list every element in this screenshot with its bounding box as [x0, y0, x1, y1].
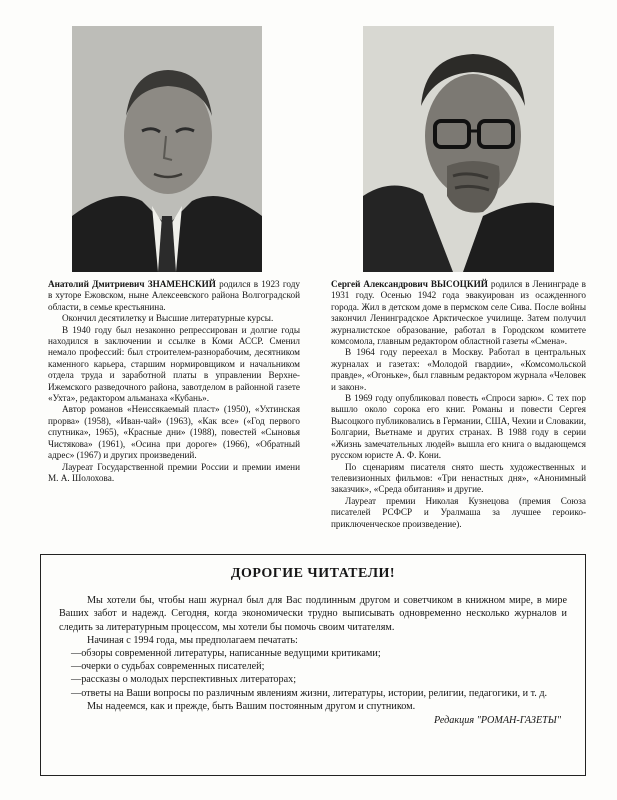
author-given-names: Сергей Александрович: [331, 279, 431, 289]
bio-paragraph: [331, 279, 586, 347]
notice-signature: Редакция "РОМАН-ГАЗЕТЫ": [434, 715, 561, 727]
notice-lead: Начиная с 1994 года, мы предполагаем печатать:: [87, 634, 298, 646]
notice-intro: Мы хотели бы, чтобы наш журнал был для Вас подлинным другом и советчиком в книжном мире, в мире Ваших забот и надежд. Сегодня, когда экономически трудно выписывать одновременно несколько журналов и следить за литературным процессом, мы хотели бы помочь своим читателям.: [59, 595, 567, 633]
author-surname: ВЫСОЦКИЙ: [430, 279, 488, 289]
biography-znamensky: [48, 279, 300, 484]
author-name: [48, 279, 216, 289]
author-name: [331, 279, 488, 289]
bio-paragraph: По сценариям писателя снято шесть художественных и телевизионных фильмов: «Три ненастных дня», «Анонимный заказчик», «Среда обитания» и другие.: [331, 461, 586, 495]
bio-paragraph: Окончил десятилетку и Высшие литературные курсы.: [62, 313, 274, 324]
bio-paragraph: Автор романов «Неиссякаемый пласт» (1950), «Ухтинская прорва» (1958), «Иван-чай» (1963), «Как все» («Год первого спутника», 1965), «Красные дни» (1988), повестей «Сыновья Чистякова» (1961), «Осина при дороге» (1966), «Обратный адрес» (1967) и других произведений.: [48, 404, 300, 461]
author-surname: ЗНАМЕНСКИЙ: [147, 279, 216, 289]
readers-notice-box: [40, 554, 586, 776]
bio-paragraph: В 1964 году переехал в Москву. Работал в центральных журналах и газетах: «Молодой гвардии», «Комсомольской правде», «Огоньке», был главным редактором журнала «Человек и закон».: [331, 347, 586, 392]
notice-list-item: —ответы на Ваши вопросы по различным явлениям жизни, литературы, истории, религии, педагогики, и т. д.: [71, 687, 548, 699]
notice-closing: Мы надеемся, как и прежде, быть Вашим постоянным другом и спутником.: [87, 700, 416, 712]
notice-title: ДОРОГИЕ ЧИТАТЕЛИ!: [230, 566, 396, 581]
biography-vysotsky: [331, 279, 586, 530]
bio-paragraph: Лауреат премии Николая Кузнецова (премия Союза писателей РСФСР и Уралмаша за лучшее героико-приключенческое произведение).: [331, 495, 586, 529]
notice-list-item: —рассказы о молодых перспективных литераторах;: [71, 674, 297, 686]
portrait-znamensky: [72, 26, 262, 272]
bio-paragraph: В 1940 году был незаконно репрессирован и долгие годы находился в заключении и ссылке в Коми АССР. Сменил немало профессий: был строителем-разнорабочим, десятником каменного карьера, старшим нормировщиком и начальником отдела труда и заработной платы в управлении Верхне-Ижемского разведочного района, завотделом в районной газете «Ухта», редактором альманаха «Кубань».: [48, 324, 300, 404]
bio-paragraph: В 1969 году опубликовал повесть «Спроси зарю». С тех пор вышло около сорока его книг. Романы и повести Сергея Высоцкого публиковались в Германии, США, Чехии и Словакии, Болгарии, Вьетнаме и других странах. В 1988 году в серии «Жизнь замечательных людей» вышла его книга о выдающемся русском юристе А. Ф. Кони.: [331, 393, 586, 461]
bio-text: родился в Ленинграде в 1931 году. Осенью 1942 года эвакуирован из осажденного города. Жил в детском доме в пермском селе Сива. После войны закончил Ленинградское Арктическое училище. Затем получил журналистское образование, работал в Городском комитете комсомола, главным редактором областной газеты «Смена».: [331, 279, 586, 347]
notice-list-item: —очерки о судьбах современных писателей;: [71, 661, 265, 673]
author-given-names: Анатолий Дмитриевич: [48, 279, 148, 289]
portrait-vysotsky: [363, 26, 554, 272]
notice-list-item: —обзоры современной литературы, написанные ведущими критиками;: [71, 648, 381, 660]
bio-paragraph: [48, 279, 300, 313]
bio-text: родился в 1923 году в хуторе Ежовском, ныне Алексеевского района Волгоградской области, в семье крестьянина.: [48, 279, 300, 312]
bio-paragraph: Лауреат Государственной премии России и премии имени М. А. Шолохова.: [48, 461, 300, 483]
